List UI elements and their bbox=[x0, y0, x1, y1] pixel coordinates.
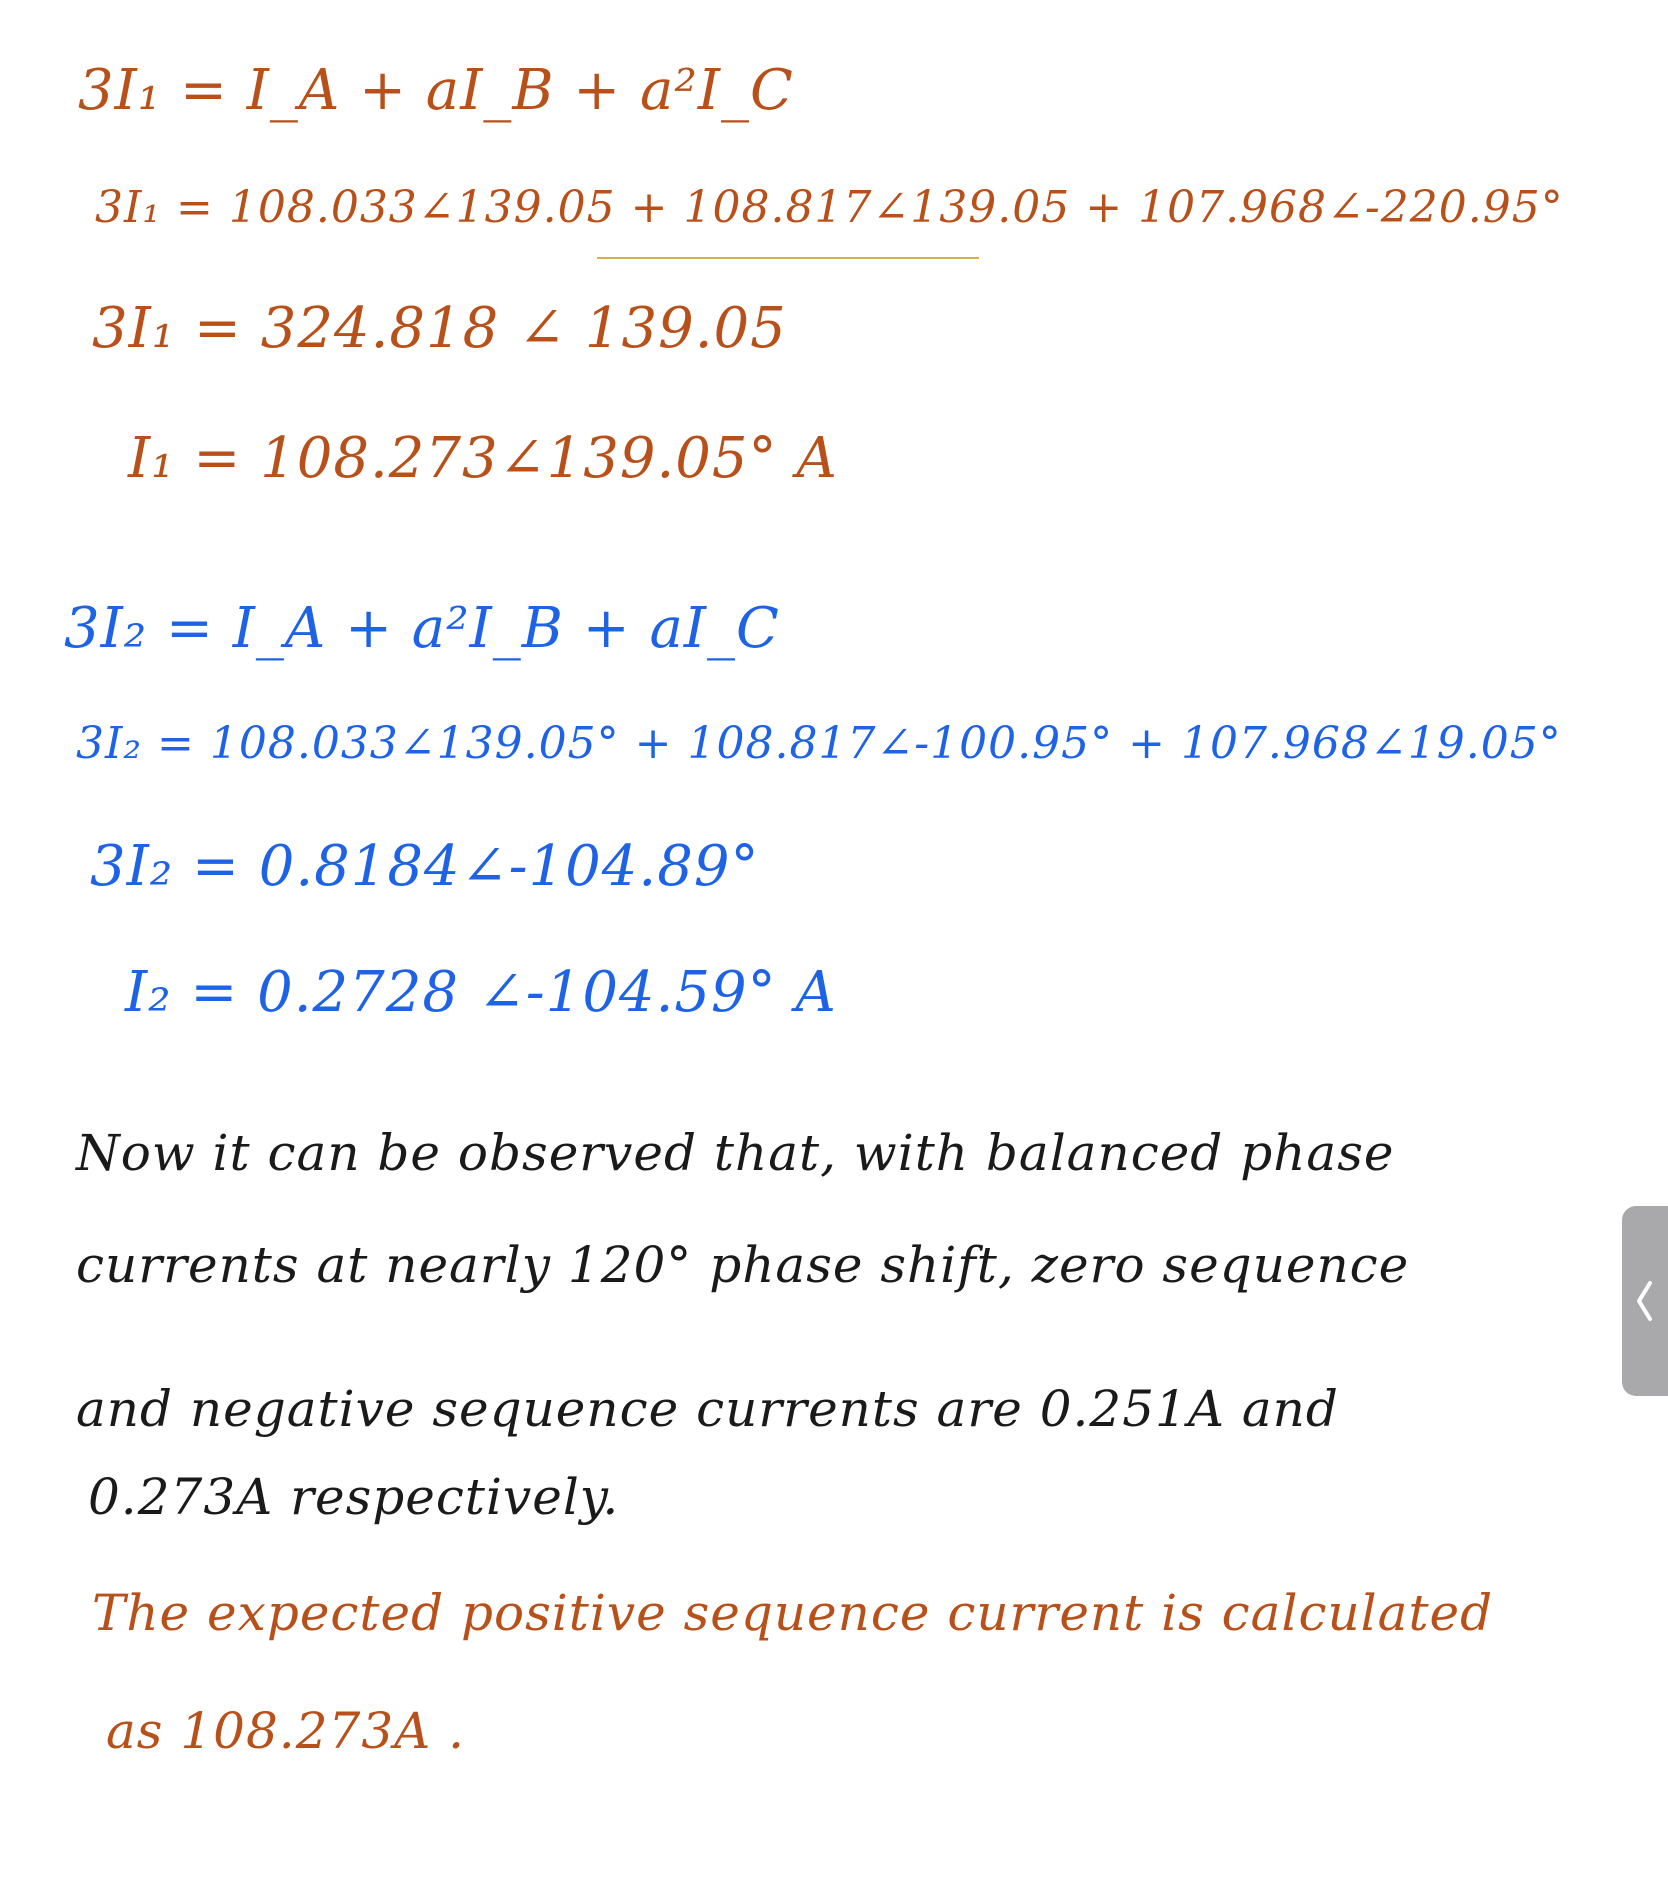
conclusion-line-1: The expected positive sequence current is calculated bbox=[92, 1584, 1494, 1642]
positive-seq-sum-line: 3I₁ = 324.818 ∠ 139.05 bbox=[92, 296, 787, 361]
chevron-left-icon bbox=[1634, 1279, 1656, 1323]
negative-seq-substitution-line: 3I₂ = 108.033∠139.05° + 108.817∠-100.95° + 107.968∠19.05° bbox=[76, 718, 1562, 769]
observation-line-4: 0.273A respectively. bbox=[88, 1468, 620, 1526]
side-panel-handle[interactable] bbox=[1622, 1206, 1668, 1396]
negative-seq-equation-line: 3I₂ = I_A + a²I_B + aI_C bbox=[64, 596, 780, 661]
observation-line-2: currents at nearly 120° phase shift, zero sequence bbox=[76, 1236, 1410, 1294]
negative-seq-result-line: I₂ = 0.2728 ∠-104.59° A bbox=[125, 960, 837, 1025]
observation-line-3: and negative sequence currents are 0.251A and bbox=[76, 1380, 1339, 1438]
conclusion-line-2: as 108.273A . bbox=[106, 1702, 466, 1760]
highlight-underline bbox=[597, 257, 979, 259]
positive-seq-substitution-line: 3I₁ = 108.033∠139.05 + 108.817∠139.05 + 107.968∠-220.95° bbox=[95, 182, 1564, 233]
positive-seq-result-line: I₁ = 108.273∠139.05° A bbox=[128, 426, 838, 491]
positive-seq-equation-line: 3I₁ = I_A + aI_B + a²I_C bbox=[78, 58, 794, 123]
negative-seq-sum-line: 3I₂ = 0.8184∠-104.89° bbox=[90, 834, 760, 899]
observation-line-1: Now it can be observed that, with balanced phase bbox=[76, 1124, 1395, 1182]
